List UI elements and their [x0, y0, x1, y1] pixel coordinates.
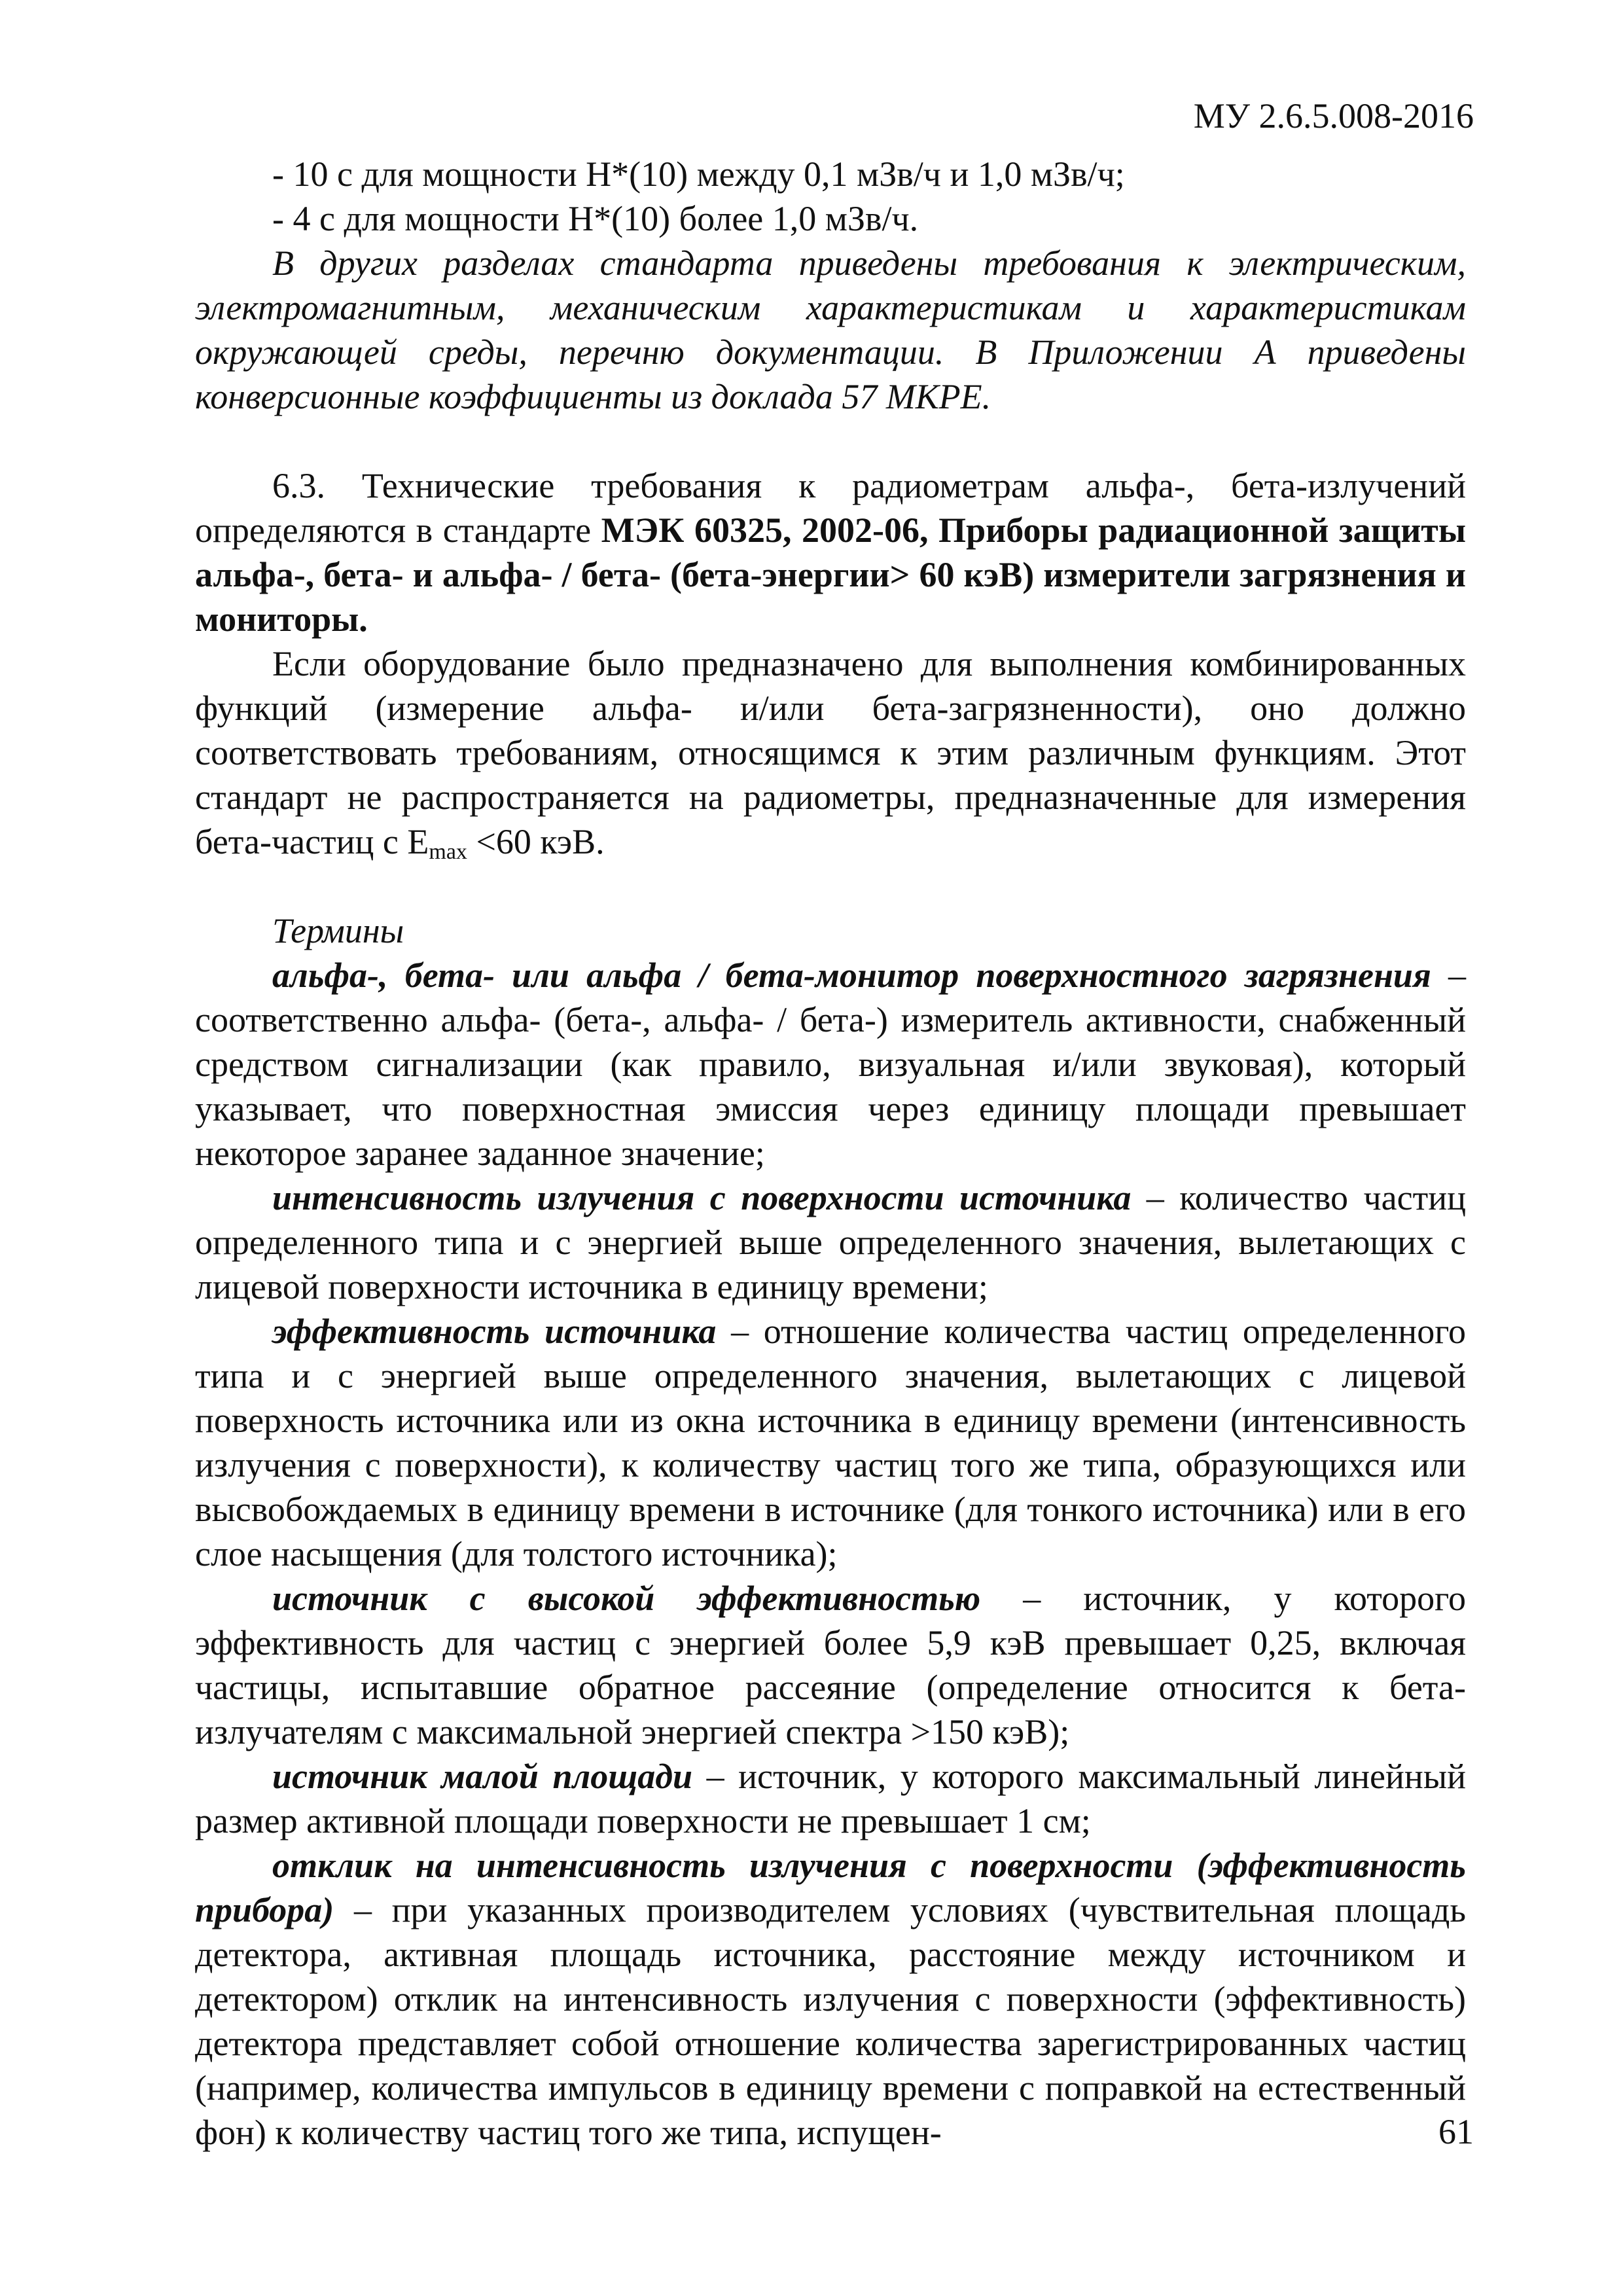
- term-entry: [195, 1843, 1466, 2155]
- term-entry: [195, 953, 1466, 1175]
- term-entry: [195, 1576, 1466, 1754]
- emax-subscript: max: [429, 840, 467, 864]
- list-item: - 4 с для мощности Н*(10) более 1,0 мЗв/ч.: [272, 199, 919, 238]
- term-name: отклик на интенсивность излучения с поверхности (эффективность прибора): [195, 1846, 1466, 1929]
- term-entry: [195, 1754, 1466, 1843]
- spacer: [195, 864, 1466, 908]
- term-name: эффективность источника: [272, 1312, 717, 1351]
- term-definition: – соответственно альфа- (бета-, альфа- / бета-) измеритель активности, снабженный средством сигнализации (как правило, визуальная и/или звуковая), который указывает, что поверхностная эмиссия через единицу площади превышает некоторое заранее заданное значение;: [195, 956, 1467, 1173]
- section-6-3: [195, 463, 1466, 641]
- spacer: [195, 419, 1466, 463]
- term-definition: – при указанных производителем условиях (чувствительная площадь детектора, активная площадь источника, расстояние между источником и детектором) отклик на интенсивность излучения с поверхности (эффективность) детектора представляет собой отношение количества зарегистрированных частиц (например, количества импульсов в единицу времени с поправкой на естественный фон) к количеству частиц того же типа, испущен-: [195, 1890, 1466, 2152]
- term-name: интенсивность излучения с поверхности источника: [272, 1178, 1132, 1217]
- section-lead: 6.3. Технические требования к радиометрам альфа-, бета-излучений определяются в стандарте: [195, 466, 1466, 550]
- page-body: [195, 152, 1466, 2155]
- italic-note: В других разделах стандарта приведены требования к электрическим, электромагнитным, механическим характеристикам и характеристикам окружающей среды, перечню документации. В Приложении А приведены конверсионные коэффициенты из доклада 57 МКРЕ.: [195, 243, 1466, 416]
- page-number: 61: [1438, 2112, 1474, 2151]
- term-definition: – количество частиц определенного типа и с энергией выше определенного значения, вылетающих с лицевой поверхности источника в единицу времени;: [195, 1178, 1467, 1306]
- standard-title: МЭК 60325, 2002-06, Приборы радиационной защиты альфа-, бета- и альфа- / бета- (бета-энергии> 60 кэВ) измерители загрязнения и мониторы.: [195, 511, 1466, 639]
- paragraph-combined-functions: [195, 641, 1466, 864]
- list-item: - 10 с для мощности Н*(10) между 0,1 мЗв/ч и 1,0 мЗв/ч;: [272, 154, 1125, 194]
- term-name: источник с высокой эффективностью: [272, 1579, 981, 1618]
- term-definition: – источник, у которого эффективность для частиц с энергией более 5,9 кэВ превышает 0,25, включая частицы, испытавшие обратное рассеяние (определение относится к бета-излучателям с максимальной энергией спектра >150 кэВ);: [195, 1579, 1466, 1751]
- term-definition: – источник, у которого максимальный линейный размер активной площади поверхности не превышает 1 см;: [195, 1757, 1467, 1840]
- term-definition: – отношение количества частиц определенного типа и с энергией выше определенного значения, вылетающих с лицевой поверхность источника или из окна источника в единицу времени (интенсивность излучения с поверхности), к количеству частиц того же типа, образующихся или высвобождаемых в единицу времени в источнике (для тонкого источника) или в его слое насыщения (для толстого источника);: [195, 1312, 1466, 1573]
- document-code: МУ 2.6.5.008-2016: [1193, 96, 1474, 135]
- terms-heading: Термины: [272, 911, 404, 950]
- term-name: альфа-, бета- или альфа / бета-монитор поверхностного загрязнения: [272, 956, 1431, 995]
- term-entry: [195, 1175, 1466, 1309]
- paragraph-tail: <60 кэВ.: [467, 822, 605, 861]
- term-entry: [195, 1309, 1466, 1576]
- paragraph-text: Если оборудование было предназначено для выполнения комбинированных функций (измерение альфа- и/или бета-загрязненности), оно должно соответствовать требованиям, относящимся к этим различным функциям. Этот стандарт не распространяется на радиометры, предназначенные для измерения бета-частиц с E: [195, 644, 1466, 861]
- term-name: источник малой площади: [272, 1757, 693, 1796]
